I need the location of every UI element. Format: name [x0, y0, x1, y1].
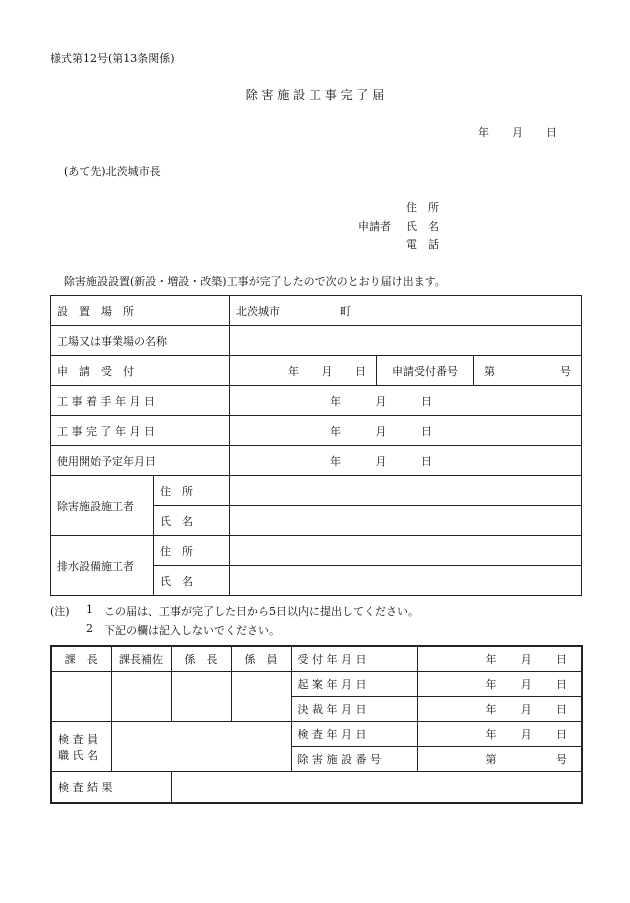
- inspection-date-label: 検 査 年 月 日: [291, 722, 417, 747]
- table-row: [51, 646, 582, 672]
- receipt-date[interactable]: 年 月 日: [230, 356, 377, 386]
- receipt-date-label: 受 付 年 月 日: [291, 646, 417, 672]
- location-value[interactable]: 北茨城市 町: [230, 296, 582, 326]
- start-date-label: 工 事 着 手 年 月 日: [51, 386, 230, 416]
- table-row: [51, 356, 582, 386]
- stamp-kakariin[interactable]: [231, 672, 291, 722]
- contractor1-address-value[interactable]: [230, 476, 582, 506]
- date-month: 月: [512, 126, 523, 139]
- office-use-table: [50, 645, 583, 804]
- receipt-number-label: 申請受付番号: [377, 356, 474, 386]
- stamp-kacho[interactable]: [51, 672, 111, 722]
- contractor2-address-value[interactable]: [230, 536, 582, 566]
- note-1-num: 1: [86, 603, 93, 616]
- note-2-text: 下記の欄は記入しないでください。: [104, 624, 280, 637]
- receipt-date-value[interactable]: 年 月 日: [417, 646, 582, 672]
- inspector-label: 検 査 員 職 氏 名: [51, 722, 111, 772]
- table-row: [51, 296, 582, 326]
- contractor1-name-value[interactable]: [230, 506, 582, 536]
- table-row: [51, 772, 582, 804]
- contractor2-name-label: 氏 名: [154, 566, 230, 596]
- note-1-text: この届は、工事が完了した日から5日以内に提出してください。: [104, 605, 419, 618]
- table-row: [51, 672, 582, 697]
- table-row: [51, 416, 582, 446]
- inspection-result-label: 検 査 結 果: [51, 772, 171, 804]
- complete-date-value[interactable]: 年 月 日: [230, 416, 582, 446]
- page-title: 除 害 施 設 工 事 完 了 届: [245, 88, 385, 102]
- header-kakaricho: 係 長: [171, 646, 231, 672]
- statement: 除害施設設置(新設・増設・改築)工事が完了したので次のとおり届け出ます。: [64, 275, 446, 288]
- receipt-label: 申 請 受 付: [51, 356, 230, 386]
- stamp-kacho-hosa[interactable]: [111, 672, 171, 722]
- note-2-num: 2: [86, 622, 93, 635]
- contractor2-name-value[interactable]: [230, 566, 582, 596]
- use-start-date-value[interactable]: 年 月 日: [230, 446, 582, 476]
- table-row: [51, 536, 582, 566]
- table-row: [51, 446, 582, 476]
- date-day: 日: [546, 126, 557, 139]
- applicant-name-label: 氏 名: [406, 220, 439, 233]
- factory-value[interactable]: [230, 326, 582, 356]
- location-label: 設 置 場 所: [51, 296, 230, 326]
- contractor1-name-label: 氏 名: [154, 506, 230, 536]
- approval-date-label: 決 裁 年 月 日: [291, 697, 417, 722]
- table-row: [51, 326, 582, 356]
- receipt-number-value[interactable]: 第 号: [474, 356, 582, 386]
- table-row: [51, 722, 582, 747]
- draft-date-value[interactable]: 年 月 日: [417, 672, 582, 697]
- applicant-label: 申請者: [358, 220, 391, 233]
- approval-date-value[interactable]: 年 月 日: [417, 697, 582, 722]
- applicant-phone-label: 電 話: [406, 238, 439, 251]
- date-year: 年: [478, 126, 489, 139]
- contractor1-label: 除害施設施工者: [51, 476, 154, 536]
- header-kacho-hosa: 課長補佐: [111, 646, 171, 672]
- table-row: [51, 476, 582, 506]
- factory-label: 工場又は事業場の名称: [51, 326, 230, 356]
- applicant-address-label: 住 所: [406, 201, 439, 214]
- stamp-kakaricho[interactable]: [171, 672, 231, 722]
- contractor2-address-label: 住 所: [154, 536, 230, 566]
- header-kakariin: 係 員: [231, 646, 291, 672]
- table-row: [51, 386, 582, 416]
- complete-date-label: 工 事 完 了 年 月 日: [51, 416, 230, 446]
- inspector-value[interactable]: [111, 722, 291, 772]
- start-date-value[interactable]: 年 月 日: [230, 386, 582, 416]
- use-start-date-label: 使用開始予定年月日: [51, 446, 230, 476]
- header-kacho: 課 長: [51, 646, 111, 672]
- inspection-date-value[interactable]: 年 月 日: [417, 722, 582, 747]
- addressee: (あて先)北茨城市長: [64, 165, 161, 178]
- contractor2-label: 排水設備施工者: [51, 536, 154, 596]
- form-number: 様式第12号(第13条関係): [50, 52, 175, 65]
- facility-number-label: 除 害 施 設 番 号: [291, 747, 417, 772]
- draft-date-label: 起 案 年 月 日: [291, 672, 417, 697]
- notes-prefix: (注): [50, 605, 70, 618]
- facility-number-value[interactable]: 第 号: [417, 747, 582, 772]
- contractor1-address-label: 住 所: [154, 476, 230, 506]
- main-table: [50, 295, 582, 596]
- inspection-result-value[interactable]: [171, 772, 582, 804]
